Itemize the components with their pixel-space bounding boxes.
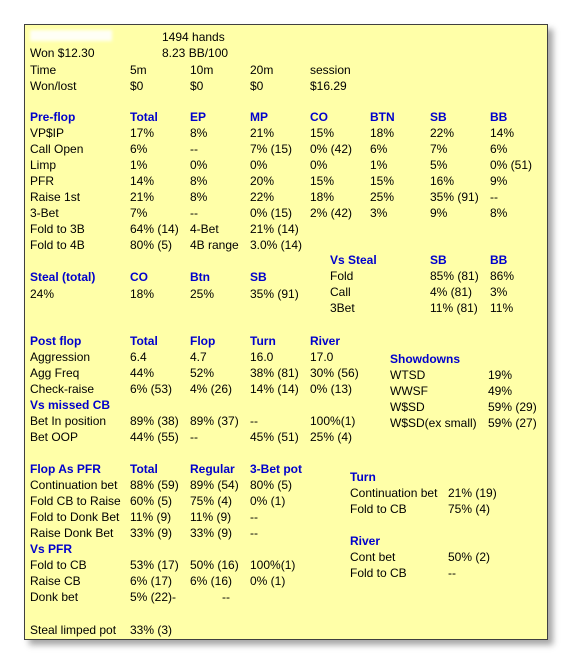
preflop-cell: 9%	[430, 206, 448, 220]
showdown-value: 49%	[488, 384, 513, 398]
steal-header-2: Btn	[190, 270, 210, 284]
river-value: --	[448, 566, 456, 580]
preflop-header-7: BB	[490, 110, 508, 124]
preflop-cell: 0% (15)	[250, 206, 293, 220]
preflop-cell: 3%	[370, 206, 388, 220]
bb-per-100: 8.23 BB/100	[162, 46, 229, 60]
preflop-cell: 15%	[310, 126, 335, 140]
preflop-cell: Limp	[30, 158, 57, 172]
postflop-cell: 0% (13)	[310, 382, 353, 396]
preflop-cell: 8%	[490, 206, 508, 220]
preflop-cell: 1%	[130, 158, 148, 172]
vs-pfr-cell: 100%(1)	[250, 558, 296, 572]
wonlost-value-1: $0	[190, 79, 204, 93]
preflop-cell: 18%	[310, 190, 335, 204]
vs-pfr-cell: 6% (16)	[190, 574, 233, 588]
preflop-cell: 0%	[250, 158, 268, 172]
preflop-cell: 21% (14)	[250, 222, 299, 236]
vs-pfr-cell: 53% (17)	[130, 558, 179, 572]
missed-cb-cell: 45% (51)	[250, 430, 299, 444]
postflop-header-4: River	[310, 334, 341, 348]
flop-pfr-cell: Fold to Donk Bet	[30, 510, 120, 524]
preflop-cell: --	[190, 142, 198, 156]
preflop-cell: 7% (15)	[250, 142, 293, 156]
preflop-cell: 4B range	[190, 238, 239, 252]
missed-cb-cell: Bet In position	[30, 414, 107, 428]
flop-pfr-cell: 11% (9)	[190, 510, 232, 524]
vs-pfr-cell: Raise CB	[30, 574, 81, 588]
period-3: session	[310, 63, 351, 77]
postflop-cell: 44%	[130, 366, 155, 380]
missed-cb-cell: --	[250, 414, 258, 428]
preflop-cell: 17%	[130, 126, 155, 140]
missed-cb-cell: 89% (38)	[130, 414, 179, 428]
preflop-cell: 8%	[190, 190, 208, 204]
preflop-cell: 5%	[430, 158, 448, 172]
turn-value: 21% (19)	[448, 486, 497, 500]
preflop-cell: 1%	[370, 158, 388, 172]
preflop-cell: 0% (51)	[490, 158, 533, 172]
preflop-header-1: Total	[130, 110, 158, 124]
postflop-cell: 17.0	[310, 350, 334, 364]
preflop-cell: 6%	[370, 142, 388, 156]
preflop-header-6: SB	[430, 110, 447, 124]
preflop-cell: 14%	[130, 174, 155, 188]
missed-cb-cell: 89% (37)	[190, 414, 239, 428]
preflop-cell: --	[490, 190, 498, 204]
period-0: 5m	[130, 63, 147, 77]
postflop-cell: Agg Freq	[30, 366, 80, 380]
showdown-label: W$SD(ex small)	[390, 416, 477, 430]
preflop-cell: 6%	[490, 142, 508, 156]
preflop-cell: Raise 1st	[30, 190, 81, 204]
flop-pfr-cell: 11% (9)	[130, 510, 172, 524]
vs-steal-cell: 11% (81)	[430, 301, 478, 315]
vs-steal-cell: 4% (81)	[430, 285, 473, 299]
river-header: River	[350, 534, 381, 548]
flop-pfr-cell: 60% (5)	[130, 494, 173, 508]
river-label: Fold to CB	[350, 566, 407, 580]
steal-header-1: CO	[130, 270, 148, 284]
preflop-cell: 64% (14)	[130, 222, 179, 236]
flop-pfr-cell: 88% (59)	[130, 478, 179, 492]
showdown-value: 59% (27)	[488, 416, 537, 430]
preflop-cell: 20%	[250, 174, 275, 188]
steal-value-0: 24%	[30, 287, 55, 301]
postflop-cell: 4% (26)	[190, 382, 233, 396]
postflop-cell: 52%	[190, 366, 215, 380]
preflop-cell: 6%	[130, 142, 148, 156]
preflop-cell: 8%	[190, 126, 208, 140]
postflop-header-1: Total	[130, 334, 158, 348]
vs-pfr-cell: Fold to CB	[30, 558, 87, 572]
preflop-cell: 22%	[250, 190, 275, 204]
flop-pfr-cell: 33% (9)	[190, 526, 233, 540]
hands-count: 1494 hands	[162, 30, 225, 44]
vs-pfr-cell: 5% (22)-	[130, 590, 177, 604]
river-value: 50% (2)	[448, 550, 491, 564]
steal-value-3: 35% (91)	[250, 287, 299, 301]
postflop-header-2: Flop	[190, 334, 216, 348]
steal-header-0: Steal (total)	[30, 270, 96, 284]
vs-steal-cell: Call	[330, 285, 351, 299]
flop-pfr-cell: --	[250, 526, 258, 540]
postflop-header-3: Turn	[250, 334, 276, 348]
preflop-header-4: CO	[310, 110, 328, 124]
flop-pfr-cell: --	[250, 510, 258, 524]
showdowns-header: Showdowns	[390, 352, 460, 366]
showdown-label: WTSD	[390, 368, 426, 382]
showdown-value: 19%	[488, 368, 513, 382]
postflop-cell: 4.7	[190, 350, 207, 364]
postflop-cell: 6% (53)	[130, 382, 173, 396]
flop-pfr-header-2: Regular	[190, 462, 235, 476]
vs-pfr-cell: 6% (17)	[130, 574, 173, 588]
preflop-header-3: MP	[250, 110, 268, 124]
postflop-header-0: Post flop	[30, 334, 82, 348]
vs-steal-cell: 3%	[490, 285, 508, 299]
preflop-cell: 15%	[310, 174, 335, 188]
vs-missed-cb-header: Vs missed CB	[30, 398, 111, 412]
preflop-cell: 4-Bet	[190, 222, 219, 236]
preflop-cell: 80% (5)	[130, 238, 173, 252]
period-1: 10m	[190, 63, 214, 77]
preflop-cell: 8%	[190, 174, 208, 188]
flop-pfr-cell: 80% (5)	[250, 478, 293, 492]
vs-steal-cell: 3Bet	[330, 301, 355, 315]
preflop-cell: 9%	[490, 174, 508, 188]
preflop-cell: VP$IP	[30, 126, 65, 140]
preflop-cell: 16%	[430, 174, 455, 188]
river-label: Cont bet	[350, 550, 396, 564]
preflop-cell: Call Open	[30, 142, 84, 156]
steal-limped-label: Steal limped pot	[30, 623, 117, 637]
postflop-cell: 6.4	[130, 350, 147, 364]
preflop-cell: 7%	[130, 206, 148, 220]
steal-value-1: 18%	[130, 287, 155, 301]
vs-pfr-cell: --	[222, 590, 230, 604]
flop-pfr-header-1: Total	[130, 462, 158, 476]
preflop-cell: Fold to 3B	[30, 222, 85, 236]
postflop-cell: 14% (14)	[250, 382, 299, 396]
flop-pfr-cell: Raise Donk Bet	[30, 526, 114, 540]
vs-steal-cell: 86%	[490, 269, 515, 283]
turn-label: Continuation bet	[350, 486, 438, 500]
preflop-cell: 7%	[430, 142, 448, 156]
preflop-cell: 3-Bet	[30, 206, 59, 220]
preflop-cell: 2% (42)	[310, 206, 353, 220]
preflop-cell: 18%	[370, 126, 395, 140]
preflop-cell: Fold to 4B	[30, 238, 85, 252]
wonlost-value-3: $16.29	[310, 79, 347, 93]
postflop-cell: 30% (56)	[310, 366, 359, 380]
preflop-cell: 15%	[370, 174, 395, 188]
vs-pfr-cell: 0% (1)	[250, 574, 286, 588]
showdown-label: WWSF	[390, 384, 428, 398]
steal-limped-value: 33% (3)	[130, 623, 173, 637]
missed-cb-cell: 25% (4)	[310, 430, 353, 444]
wonlost-label: Won/lost	[30, 79, 77, 93]
missed-cb-cell: Bet OOP	[30, 430, 79, 444]
preflop-header-2: EP	[190, 110, 207, 124]
preflop-cell: 21%	[250, 126, 275, 140]
vs-steal-cell: Fold	[330, 269, 354, 283]
time-label: Time	[30, 63, 57, 77]
flop-pfr-header-0: Flop As PFR	[30, 462, 101, 476]
flop-pfr-header-3: 3-Bet pot	[250, 462, 302, 476]
postflop-cell: Aggression	[30, 350, 91, 364]
preflop-header-0: Pre-flop	[30, 110, 76, 124]
postflop-cell: Check-raise	[30, 382, 95, 396]
missed-cb-cell: 44% (55)	[130, 430, 179, 444]
vs-steal-header-0: Vs Steal	[330, 253, 377, 267]
preflop-cell: 0%	[190, 158, 208, 172]
wonlost-value-0: $0	[130, 79, 144, 93]
preflop-cell: 0%	[310, 158, 328, 172]
preflop-header-5: BTN	[370, 110, 395, 124]
flop-pfr-cell: Fold CB to Raise	[30, 494, 121, 508]
vs-steal-header-1: SB	[430, 253, 447, 267]
preflop-cell: 35% (91)	[430, 190, 479, 204]
hud-stats-panel	[24, 24, 548, 640]
missed-cb-cell: --	[190, 430, 198, 444]
flop-pfr-cell: 75% (4)	[190, 494, 233, 508]
missed-cb-cell: 100%(1)	[310, 414, 356, 428]
vs-steal-cell: 11%	[490, 301, 514, 315]
preflop-cell: 22%	[430, 126, 455, 140]
vs-steal-cell: 85% (81)	[430, 269, 479, 283]
flop-pfr-cell: 0% (1)	[250, 494, 286, 508]
vs-pfr-cell: 50% (16)	[190, 558, 239, 572]
steal-header-3: SB	[250, 270, 267, 284]
postflop-cell: 38% (81)	[250, 366, 299, 380]
vs-pfr-header: Vs PFR	[30, 542, 73, 556]
won-label: Won $12.30	[30, 46, 95, 60]
preflop-cell: 21%	[130, 190, 155, 204]
preflop-cell: 14%	[490, 126, 515, 140]
preflop-cell: 3.0% (14)	[250, 238, 303, 252]
flop-pfr-cell: Continuation bet	[30, 478, 118, 492]
postflop-cell: 16.0	[250, 350, 274, 364]
flop-pfr-cell: 89% (54)	[190, 478, 239, 492]
preflop-cell: --	[190, 206, 198, 220]
showdown-value: 59% (29)	[488, 400, 537, 414]
preflop-cell: 25%	[370, 190, 395, 204]
steal-value-2: 25%	[190, 287, 215, 301]
vs-pfr-cell: Donk bet	[30, 590, 79, 604]
preflop-cell: 0% (42)	[310, 142, 353, 156]
wonlost-value-2: $0	[250, 79, 264, 93]
turn-label: Fold to CB	[350, 502, 407, 516]
preflop-cell: PFR	[30, 174, 54, 188]
vs-steal-header-2: BB	[490, 253, 508, 267]
flop-pfr-cell: 33% (9)	[130, 526, 173, 540]
player-name-redacted	[30, 30, 112, 41]
turn-header: Turn	[350, 470, 376, 484]
showdown-label: W$SD	[390, 400, 425, 414]
period-2: 20m	[250, 63, 274, 77]
turn-value: 75% (4)	[448, 502, 491, 516]
